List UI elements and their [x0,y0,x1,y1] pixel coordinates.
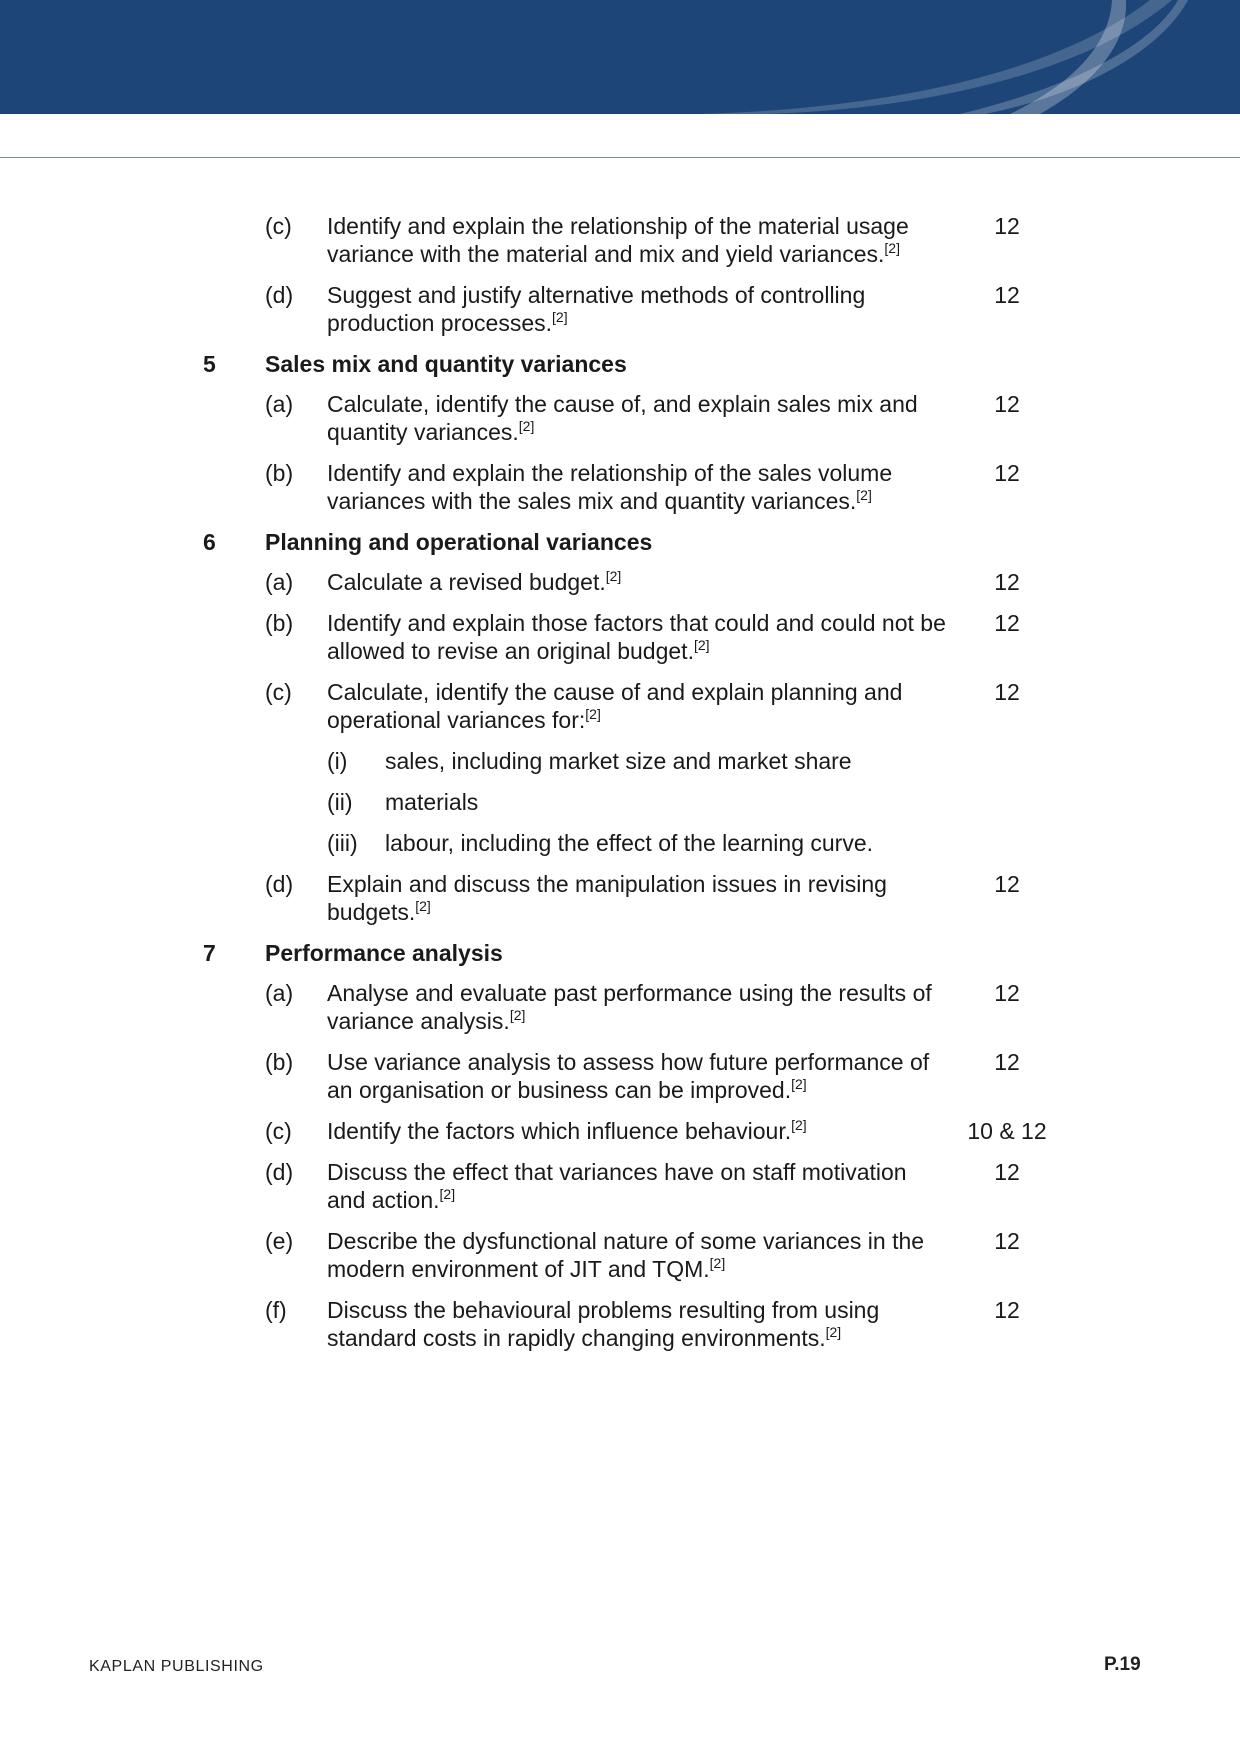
section-number: 6 [203,529,216,555]
section-heading [203,528,1103,556]
item-text-body: Identify and explain the relationship of the material usage variance with the material and mix and yield variances. [327,213,909,267]
item-label: (c) [265,1118,292,1144]
item-reference: 12 [994,679,1020,705]
item-footnote: [2] [884,240,900,256]
item-reference: 10 & 12 [967,1118,1047,1144]
subitem-label: (ii) [327,789,353,815]
item-footnote: [2] [825,1324,842,1340]
header-rule [0,157,1240,158]
item-footnote: [2] [585,706,601,722]
item-text-body: Calculate a revised budget. [327,569,606,595]
item-reference: 12 [994,213,1020,239]
item-label: (c) [265,213,292,239]
section-title: Planning and operational variances [265,529,653,555]
item-footnote: [2] [518,418,535,434]
item-reference: 12 [994,1159,1020,1185]
item-label: (e) [265,1228,294,1254]
section-number: 5 [203,351,216,377]
syllabus-item [203,281,1103,337]
banner-swoosh-graphic [0,0,1240,114]
item-footnote: [2] [709,1255,726,1271]
section-heading [203,939,1103,967]
item-text-body: Identify and explain those factors that could and could not be allowed to revise an original budget. [327,610,946,664]
footer-page-number: P.19 [1104,1654,1141,1675]
subitem-label: (i) [327,748,348,774]
item-reference: 12 [994,1297,1020,1323]
item-label: (b) [265,460,294,486]
item-label: (f) [265,1297,287,1323]
item-reference: 12 [994,391,1020,417]
syllabus-item [203,870,1103,926]
subitem-text: labour, including the effect of the learning curve. [385,830,874,856]
subitem-label: (iii) [327,830,358,856]
item-text [327,870,947,926]
item-reference: 12 [994,871,1020,897]
syllabus-item [203,212,1103,268]
item-label: (d) [265,1159,294,1185]
item-footnote: [2] [693,637,710,653]
item-footnote: [2] [439,1186,456,1202]
item-reference: 12 [994,610,1020,636]
item-footnote: [2] [552,309,568,325]
item-label: (c) [265,679,292,705]
item-text [327,568,947,596]
footer-publisher: KAPLAN PUBLISHING [89,1658,264,1675]
item-reference: 12 [994,282,1020,308]
item-label: (a) [265,391,294,417]
item-reference: 12 [994,1228,1020,1254]
item-reference: 12 [994,460,1020,486]
item-text [327,979,947,1035]
item-text [327,1117,947,1145]
item-text-body: Calculate, identify the cause of, and explain sales mix and quantity variances. [327,391,918,445]
item-text [327,1158,947,1214]
syllabus-item [203,1048,1103,1104]
item-text-body: Calculate, identify the cause of and explain planning and operational variances for: [327,679,903,733]
item-text [327,390,947,446]
item-text [327,609,947,665]
item-text [327,212,947,268]
syllabus-item [203,609,1103,665]
subitem-text: materials [385,789,479,815]
syllabus-subitem [203,747,1103,775]
item-label: (d) [265,871,294,897]
item-footnote: [2] [791,1117,807,1133]
syllabus-item [203,390,1103,446]
item-text-body: Discuss the behavioural problems resulting from using standard costs in rapidly changing environments. [327,1297,880,1351]
item-text [327,281,947,337]
item-text [327,1048,947,1104]
item-text-body: Identify and explain the relationship of the sales volume variances with the sales mix and quantity variances. [327,460,893,514]
section-title: Performance analysis [265,940,503,966]
subitem-text: sales, including market size and market share [385,748,852,774]
item-reference: 12 [994,569,1020,595]
syllabus-subitem [203,788,1103,816]
item-text-body: Explain and discuss the manipulation issues in revising budgets. [327,871,887,925]
item-footnote: [2] [605,568,622,584]
item-text-body: Use variance analysis to assess how future performance of an organisation or business can be improved. [327,1049,930,1103]
syllabus-item [203,1158,1103,1214]
syllabus-item [203,1296,1103,1352]
syllabus-content [203,212,1103,1365]
syllabus-item [203,568,1103,596]
item-text-body: Analyse and evaluate past performance using the results of variance analysis. [327,980,932,1034]
section-title: Sales mix and quantity variances [265,351,627,377]
item-footnote: [2] [415,898,431,914]
syllabus-item [203,459,1103,515]
item-footnote: [2] [509,1007,526,1023]
section-number: 7 [203,940,216,966]
item-text [327,1227,947,1283]
item-text-body: Identify the factors which influence behaviour. [327,1118,792,1144]
syllabus-item [203,678,1103,734]
item-text-body: Discuss the effect that variances have on staff motivation and action. [327,1159,907,1213]
item-reference: 12 [994,980,1020,1006]
item-label: (d) [265,282,294,308]
syllabus-item [203,979,1103,1035]
item-text-body: Describe the dysfunctional nature of some variances in the modern environment of JIT and TQM. [327,1228,925,1282]
item-text [327,1296,947,1352]
section-heading [203,350,1103,378]
syllabus-item [203,1227,1103,1283]
item-footnote: [2] [791,1076,807,1092]
syllabus-item [203,1117,1103,1145]
item-label: (b) [265,1049,294,1075]
item-label: (a) [265,980,294,1006]
item-text [327,459,947,515]
item-label: (a) [265,569,294,595]
item-label: (b) [265,610,294,636]
item-reference: 12 [994,1049,1020,1075]
header-banner [0,0,1240,114]
item-footnote: [2] [856,487,872,503]
syllabus-subitem [203,829,1103,857]
item-text-body: Suggest and justify alternative methods of controlling production processes. [327,282,866,336]
item-text [327,678,947,734]
